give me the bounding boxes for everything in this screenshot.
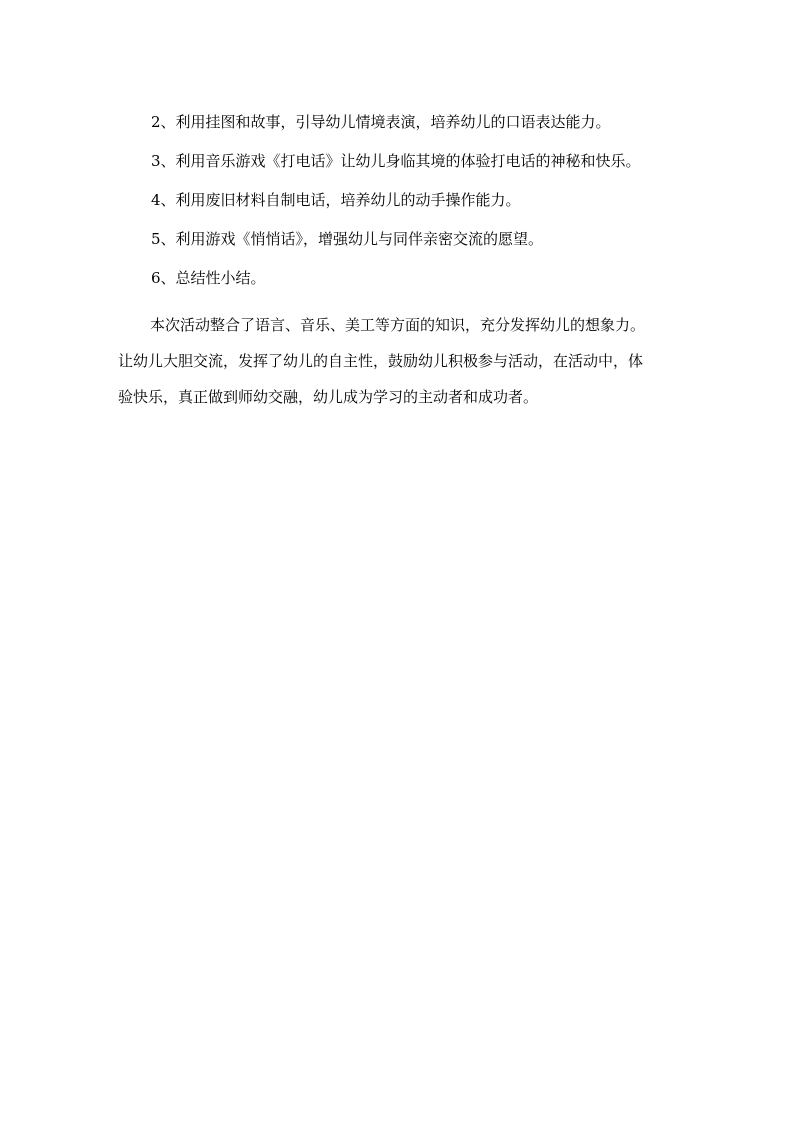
summary-line: 让幼儿大胆交流，发挥了幼儿的自主性，鼓励幼儿积极参与活动，在活动中，体 [118,352,644,370]
list-item: 4、利用废旧材料自制电话，培养幼儿的动手操作能力。 [151,191,521,209]
list-item: 2、利用挂图和故事，引导幼儿情境表演，培养幼儿的口语表达能力。 [151,113,611,131]
list-item: 6、总结性小结。 [151,269,266,287]
list-item: 3、利用音乐游戏《打电话》让幼儿身临其境的体验打电话的神秘和快乐。 [151,152,641,170]
summary-line: 验快乐，真正做到师幼交融，幼儿成为学习的主动者和成功者。 [118,388,539,406]
summary-paragraph [118,307,678,415]
list-item: 5、利用游戏《悄悄话》，增强幼儿与同伴亲密交流的愿望。 [151,230,544,248]
activity-steps-list [151,103,711,298]
summary-line: 本次活动整合了语言、音乐、美工等方面的知识，充分发挥幼儿的想象力。 [150,316,646,334]
